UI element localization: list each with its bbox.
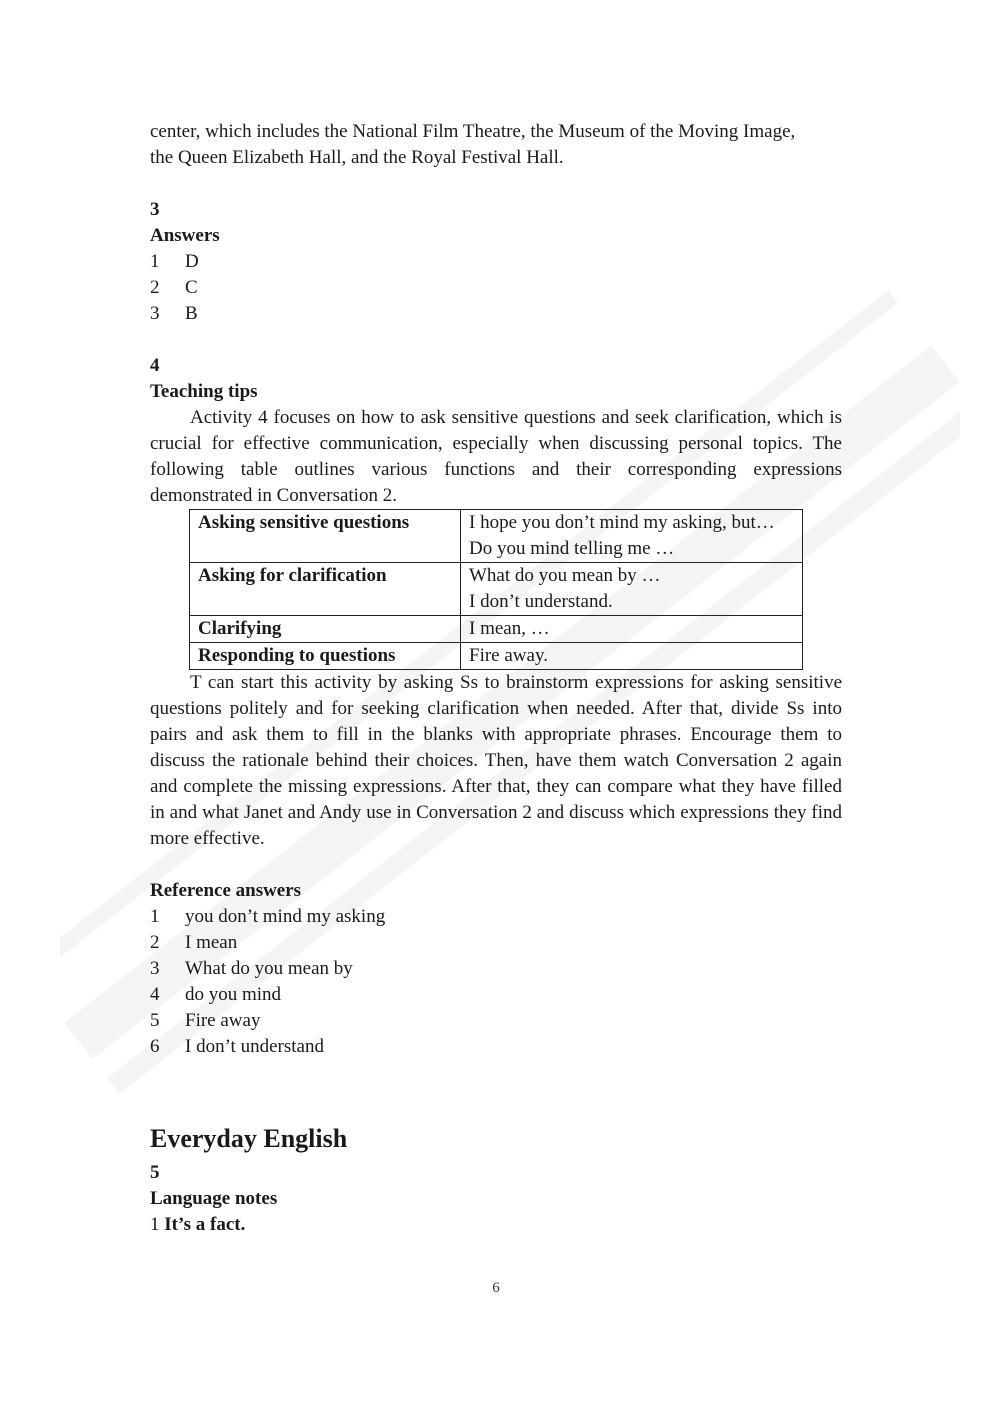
answer-number: 1	[150, 251, 160, 272]
answer-number: 6	[150, 1036, 160, 1057]
answer-number: 2	[150, 277, 160, 298]
answer-value: What do you mean by	[185, 958, 353, 979]
reference-answer-row	[150, 904, 842, 930]
intro-line-1: center, which includes the National Film Theatre, the Museum of the Moving Image,	[150, 121, 796, 142]
section-4-number: 4	[150, 355, 160, 376]
function-cell: Responding to questions	[190, 643, 461, 670]
section-title: Everyday English	[150, 1124, 348, 1153]
function-cell: Clarifying	[190, 616, 461, 643]
expression: What do you mean by …	[469, 565, 661, 586]
reference-answer-row	[150, 1008, 842, 1034]
answer-row	[150, 301, 842, 327]
table-row	[190, 563, 803, 616]
expression: Do you mind telling me …	[469, 538, 675, 559]
function-cell: Asking for clarification	[190, 563, 461, 616]
expression: Fire away.	[469, 645, 548, 666]
expressions-cell	[461, 616, 803, 643]
answer-value: D	[185, 251, 199, 272]
expression: I mean, …	[469, 618, 550, 639]
reference-answer-row	[150, 1034, 842, 1060]
expressions-cell	[461, 643, 803, 670]
answer-number: 2	[150, 932, 160, 953]
teaching-tips-paragraph-2: T can start this activity by asking Ss to brainstorm expressions for asking sensitive questions politely and for seeking clarification when needed. After that, divide Ss into pairs and ask them to fill in the blanks with appropriate phrases. Encourage them to discuss the rationale behind their choices. Then, have them watch Conversation 2 again and complete the missing expressions. After that, they can compare what they have filled in and what Janet and Andy use in Conversation 2 and discuss which expressions they find more effective.	[150, 672, 842, 849]
reference-answers-heading: Reference answers	[150, 880, 302, 901]
expressions-cell	[461, 510, 803, 563]
reference-answer-row	[150, 956, 842, 982]
language-notes-heading: Language notes	[150, 1188, 278, 1209]
section-4-heading: Teaching tips	[150, 381, 258, 402]
answer-value: I don’t understand	[185, 1036, 324, 1057]
language-note	[150, 1212, 842, 1238]
function-cell: Asking sensitive questions	[190, 510, 461, 563]
answer-number: 5	[150, 1010, 160, 1031]
answer-row	[150, 249, 842, 275]
section-5-number: 5	[150, 1162, 160, 1183]
expression: I don’t understand.	[469, 591, 613, 612]
expression: I hope you don’t mind my asking, but…	[469, 512, 775, 533]
reference-answer-row	[150, 930, 842, 956]
answer-value: Fire away	[185, 1010, 261, 1031]
section-3-heading: Answers	[150, 225, 220, 246]
teaching-tips-paragraph-1: Activity 4 focuses on how to ask sensitive questions and seek clarification, which is crucial for effective communication, especially when discussing personal topics. The following table outlines various functions and their corresponding expressions demonstrated in Conversation 2.	[150, 407, 842, 506]
answer-number: 1	[150, 906, 160, 927]
answer-number: 3	[150, 303, 160, 324]
answer-value: do you mind	[185, 984, 282, 1005]
functions-table	[189, 509, 803, 670]
table-row	[190, 616, 803, 643]
page-number: 6	[492, 1280, 500, 1296]
table-row	[190, 510, 803, 563]
answer-value: C	[185, 277, 198, 298]
document-page	[150, 119, 842, 1238]
answer-number: 3	[150, 958, 160, 979]
reference-answer-row	[150, 982, 842, 1008]
intro-line-2: the Queen Elizabeth Hall, and the Royal Festival Hall.	[150, 147, 564, 168]
answer-number: 4	[150, 984, 160, 1005]
answer-value: you don’t mind my asking	[185, 906, 386, 927]
answer-value: B	[185, 303, 198, 324]
expressions-cell	[461, 563, 803, 616]
table-row	[190, 643, 803, 670]
answer-row	[150, 275, 842, 301]
note-number: 1	[150, 1214, 160, 1235]
answer-value: I mean	[185, 932, 238, 953]
note-text: It’s a fact.	[164, 1214, 246, 1235]
section-3-number: 3	[150, 199, 160, 220]
